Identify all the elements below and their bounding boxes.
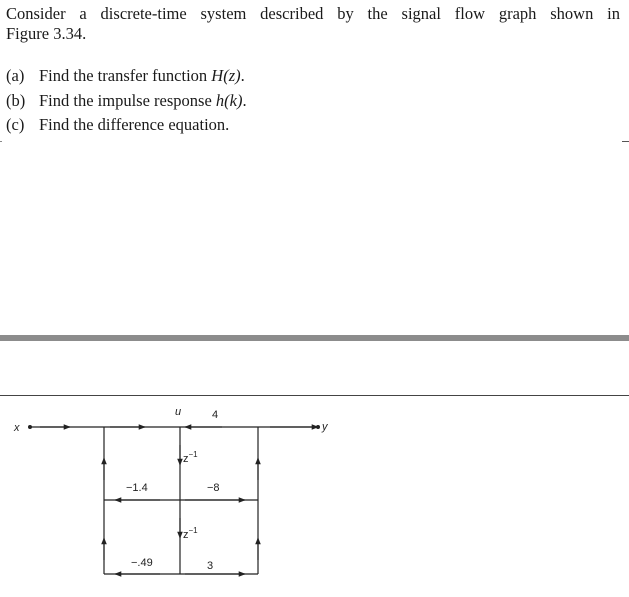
part-b-math: h(k) [215,90,243,110]
part-c-text: Find the difference equation. [39,115,230,134]
label-gain-left-bottom: −.49 [131,557,153,569]
label-gain-left-mid: −1.4 [126,482,148,494]
problem-intro-line1: Consider a discrete-time system described by the signal flow graph shown in [6,4,620,23]
part-a-label: (a) [6,66,25,85]
divider-line [0,395,629,396]
divider-thin-left [0,141,2,142]
part-b-label: (b) [6,90,26,110]
label-gain-right-bottom: 3 [207,560,214,572]
label-gain-right-mid: −8 [207,482,220,494]
part-a-text: Find the transfer function H(z). [39,66,245,85]
divider-gray-bar [0,335,629,341]
signal-flow-graph [0,400,629,597]
node-input [28,425,32,429]
part-a-math: H(z) [211,66,241,85]
problem-parts [6,64,247,138]
problem-intro-line2: Figure 3.34. [6,24,87,43]
label-delay-2: $z^{-1}$ [183,526,198,541]
label-input: x [14,422,20,434]
label-node-u: u [175,406,182,418]
node-output [316,425,320,429]
problem-statement [6,4,620,44]
label-delay-1: $z^{-1}$ [183,450,198,465]
part-c [6,113,247,138]
label-output: y [322,421,328,433]
label-gain-top: 4 [212,409,219,421]
part-b [6,89,247,114]
part-c-label: (c) [6,115,25,134]
part-b-text: Find the impulse response h(k). [39,90,247,110]
divider-thin-right [622,141,629,142]
part-a [6,64,247,89]
